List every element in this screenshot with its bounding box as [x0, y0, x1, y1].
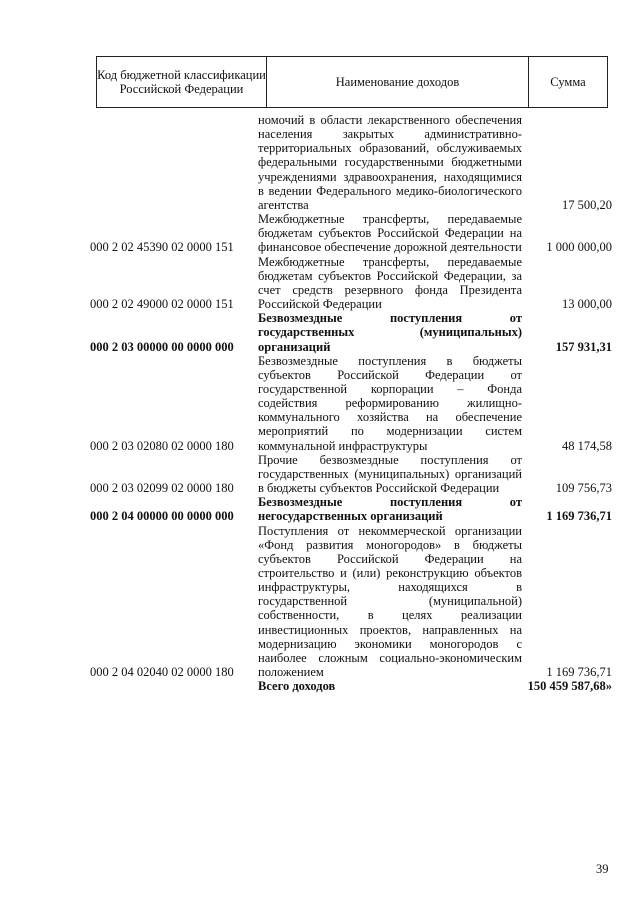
table-body — [90, 113, 612, 693]
row-name: Поступления от некоммерческой организации «Фонд развития моногородов» в бюджеты субъектов Российской Федерации на строительство и (или) реконструкцию объектов инфраструктуры, находящихся в государственной (муниципальной) собственности, в целях реализации инвестиционных проектов, направленных на модернизацию экономики моногородов с наиболее сложным социально-экономическим положением — [258, 523, 522, 680]
row-name: Всего доходов — [258, 679, 336, 694]
table-header — [96, 56, 608, 108]
table-row — [90, 113, 612, 212]
table-row-total — [90, 679, 612, 693]
row-name: Прочие безвозмездные поступления от государственных (муниципальных) организаций в бюджеты субъектов Российской Федерации — [258, 452, 522, 496]
row-code: 000 2 02 49000 02 0000 151 — [90, 297, 234, 312]
row-name: номочий в области лекарственного обеспечения населения закрытых административно-территориальных образований, обслуживаемых федеральными государственными бюджетными учреждениями здравоохранения, находящимися в ведении Федерального медико-биологического агентства — [258, 113, 522, 212]
table-row — [90, 212, 612, 254]
page-number: 39 — [596, 862, 609, 876]
header-code: Код бюджетной классификации Российской Федерации — [97, 68, 266, 96]
row-name: Безвозмездные поступления от негосударственных организаций — [258, 495, 522, 524]
row-amount: 1 000 000,00 — [546, 240, 612, 255]
row-amount: 17 500,20 — [562, 197, 612, 212]
row-code: 000 2 03 02099 02 0000 180 — [90, 481, 234, 496]
row-name: Межбюджетные трансферты, передаваемые бюджетам субъектов Российской Федерации, за счет средств резервного фонда Президента Российской Федерации — [258, 254, 522, 312]
header-name: Наименование доходов — [266, 57, 528, 107]
header-amount: Сумма — [528, 57, 607, 107]
row-amount: 48 174,58 — [562, 438, 612, 453]
table-row — [90, 255, 612, 312]
row-code: 000 2 04 00000 00 0000 000 — [90, 509, 234, 524]
row-name: Межбюджетные трансферты, передаваемые бюджетам субъектов Российской Федерации на финансовое обеспечение дорожной деятельности — [258, 212, 522, 255]
row-amount: 1 169 736,71 — [546, 665, 612, 680]
row-code: 000 2 04 02040 02 0000 180 — [90, 665, 234, 680]
row-code: 000 2 02 45390 02 0000 151 — [90, 240, 234, 255]
row-amount: 1 169 736,71 — [546, 509, 612, 524]
table-row — [90, 453, 612, 495]
table-row-section — [90, 495, 612, 523]
row-code — [90, 679, 258, 693]
row-code: 000 2 03 00000 00 0000 000 — [90, 339, 234, 354]
row-name: Безвозмездные поступления в бюджеты субъектов Российской Федерации от государственной корпорации – Фонда содействия реформированию жилищно-коммунального хозяйства на обеспечение мероприятий по модернизации систем коммунальной инфраструктуры — [258, 353, 522, 453]
table-row-section — [90, 311, 612, 353]
table-row — [90, 524, 612, 680]
row-amount: 150 459 587,68» — [527, 679, 612, 694]
row-code: 000 2 03 02080 02 0000 180 — [90, 438, 234, 453]
row-amount: 13 000,00 — [562, 297, 612, 312]
row-code — [90, 113, 258, 212]
table-row — [90, 354, 612, 453]
row-amount: 157 931,31 — [555, 339, 612, 354]
row-name: Безвозмездные поступления от государственных (муниципальных) организаций — [258, 311, 522, 354]
row-amount: 109 756,73 — [555, 481, 612, 496]
